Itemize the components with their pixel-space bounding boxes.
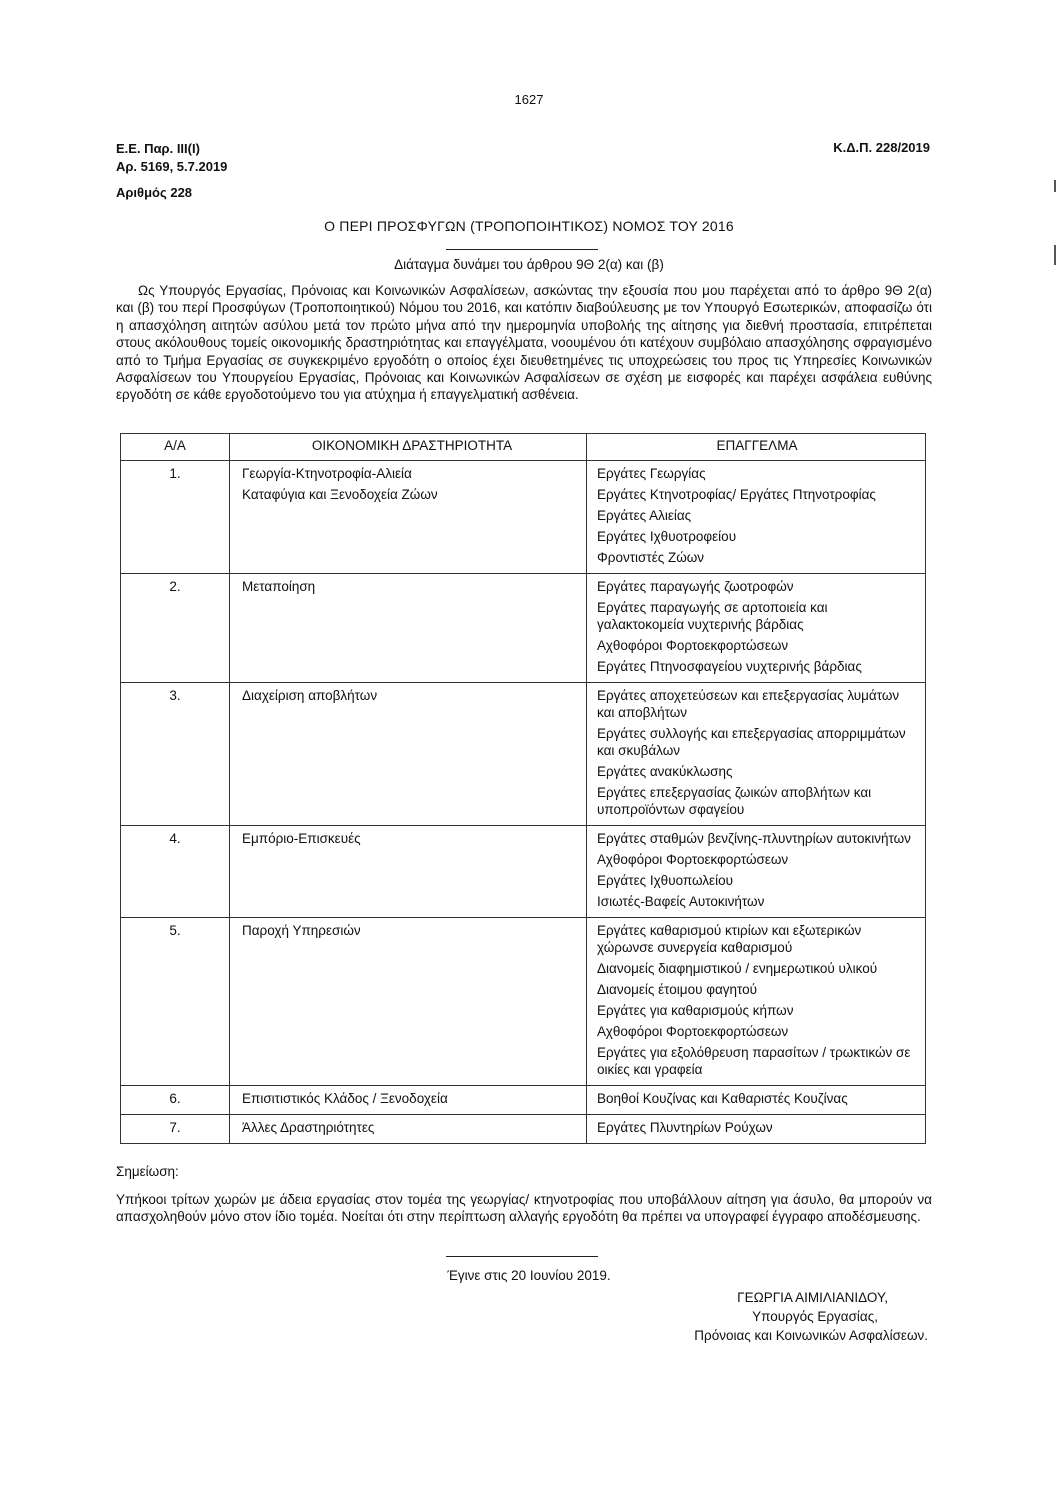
occupation-item: Εργάτες για καθαρισμούς κήπων	[597, 1003, 794, 1018]
table-row	[121, 1086, 926, 1115]
note-title: Σημείωση:	[116, 1164, 179, 1179]
occupation-cell	[587, 683, 926, 826]
occupation-cell	[587, 574, 926, 683]
activity-text: Γεωργία-Κτηνοτροφία-Αλιεία	[242, 466, 412, 481]
row-number: 2.	[121, 574, 230, 683]
column-header-no: Α/Α	[121, 434, 230, 461]
activity-cell	[230, 826, 587, 918]
row-number: 6.	[121, 1086, 230, 1115]
law-title: Ο ΠΕΡΙ ΠΡΟΣΦΥΓΩΝ (ΤΡΟΠΟΠΟΙΗΤΙΚΟΣ) ΝΟΜΟΣ ΤΟΥ 2016	[324, 218, 734, 234]
activity-text: Παροχή Υπηρεσιών	[242, 923, 361, 938]
note-text: Υπήκοοι τρίτων χωρών με άδεια εργασίας στον τομέα της γεωργίας/ κτηνοτροφίας που υποβάλλουν αίτηση για άσυλο, θα μπορούν να απασχοληθούν μόνο στον ίδιο τομέα. Νοείται ότι στην περίπτωση αλλαγής εργοδότη θα πρέπει να υπογραφεί έγγραφο αποδέσμευσης.	[116, 1192, 932, 1225]
table-row	[121, 683, 926, 826]
table-row	[121, 918, 926, 1086]
occupation-item: Εργάτες Αλιείας	[597, 508, 692, 523]
column-header-activity: ΟΙΚΟΝΟΜΙΚΗ ΔΡΑΣΤΗΡΙΟΤΗΤΑ	[230, 434, 587, 461]
table-row	[121, 574, 926, 683]
table-row	[121, 1115, 926, 1144]
gazette-reference: Ε.Ε. Παρ. ΙΙΙ(Ι)	[116, 141, 200, 156]
occupations-table	[120, 433, 926, 1144]
table-row	[121, 461, 926, 574]
occupation-item: Αχθοφόροι Φορτοεκφορτώσεων	[597, 852, 789, 867]
occupation-cell	[587, 1115, 926, 1144]
occupation-item: Εργάτες Πτηνοσφαγείου νυχτερινής βάρδιας	[597, 659, 862, 674]
activity-text: Διαχείριση αποβλήτων	[242, 688, 378, 703]
occupation-item: Εργάτες Γεωργίας	[597, 466, 706, 481]
column-header-occupation: ΕΠΑΓΓΕΛΜΑ	[587, 434, 926, 461]
row-number: 1.	[121, 461, 230, 574]
activity-cell	[230, 683, 587, 826]
activity-cell	[230, 1086, 587, 1115]
occupation-item: Εργάτες παραγωγής σε αρτοποιεία και γαλακτοκομεία νυχτερινής βάρδιας	[597, 600, 828, 632]
table-row	[121, 826, 926, 918]
occupation-item: Εργάτες Ιχθυοτροφείου	[597, 529, 737, 544]
row-number: 5.	[121, 918, 230, 1086]
signature-date: Έγινε στις 20 Ιουνίου 2019.	[447, 1268, 611, 1283]
occupation-cell	[587, 826, 926, 918]
occupation-item: Εργάτες για εξολόθρευση παρασίτων / τρωκτικών σε οικίες και γραφεία	[597, 1045, 911, 1077]
occupation-cell	[587, 918, 926, 1086]
gazette-header	[116, 140, 227, 202]
activity-text: Εμπόριο-Επισκευές	[242, 831, 361, 846]
occupation-item: Φροντιστές Ζώων	[597, 550, 705, 565]
signature-divider	[446, 1256, 598, 1257]
row-number: 4.	[121, 826, 230, 918]
occupation-item: Βοηθοί Κουζίνας και Καθαριστές Κουζίνας	[597, 1091, 848, 1106]
activity-text: Επισιτιστικός Κλάδος / Ξενοδοχεία	[242, 1091, 448, 1106]
gazette-issue: Αρ. 5169, 5.7.2019	[116, 159, 228, 174]
occupation-item: Εργάτες επεξεργασίας ζωικών αποβλήτων και υποπροϊόντων σφαγείου	[597, 785, 872, 817]
row-number: 7.	[121, 1115, 230, 1144]
decree-line: Διάταγμα δυνάμει του άρθρου 9Θ 2(α) και (β)	[394, 257, 664, 272]
table-header-row	[121, 434, 926, 461]
signatory-title-line1: Υπουργός Εργασίας,	[752, 1309, 878, 1324]
activity-cell	[230, 918, 587, 1086]
occupation-item: Εργάτες Πλυντηρίων Ρούχων	[597, 1120, 773, 1135]
title-divider	[446, 249, 598, 250]
row-number: 3.	[121, 683, 230, 826]
occupation-item: Εργάτες Ιχθυοπωλείου	[597, 873, 733, 888]
activity-cell	[230, 1115, 587, 1144]
occupation-cell	[587, 461, 926, 574]
occupation-cell	[587, 1086, 926, 1115]
signatory-name: ΓΕΩΡΓΙΑ ΑΙΜΙΛΙΑΝΙΔΟΥ,	[737, 1290, 888, 1305]
occupation-item: Εργάτες σταθμών βενζίνης-πλυντηρίων αυτοκινήτων	[597, 831, 911, 846]
occupation-item: Εργάτες παραγωγής ζωοτροφών	[597, 579, 794, 594]
occupation-item: Εργάτες Κτηνοτροφίας/ Εργάτες Πτηνοτροφίας	[597, 487, 876, 502]
activity-text: Άλλες Δραστηριότητες	[242, 1120, 375, 1135]
kdp-reference: Κ.Δ.Π. 228/2019	[833, 140, 930, 155]
occupation-item: Διανομείς διαφημιστικού / ενημερωτικού υλικού	[597, 961, 878, 976]
signature-block	[640, 1288, 928, 1345]
occupation-item: Εργάτες ανακύκλωσης	[597, 764, 733, 779]
occupation-item: Αχθοφόροι Φορτοεκφορτώσεων	[597, 1024, 789, 1039]
occupation-item: Διανομείς έτοιμου φαγητού	[597, 982, 758, 997]
decree-number: Αριθμός 228	[116, 185, 193, 200]
occupation-item: Αχθοφόροι Φορτοεκφορτώσεων	[597, 638, 789, 653]
page-number: 1627	[514, 92, 544, 107]
occupation-item: Εργάτες καθαρισμού κτιρίων και εξωτερικών χώρωνσε συνεργεία καθαρισμού	[597, 923, 862, 955]
scan-margin-mark	[1054, 180, 1056, 192]
signatory-title-line2: Πρόνοιας και Κοινωνικών Ασφαλίσεων.	[694, 1328, 928, 1343]
activity-cell	[230, 461, 587, 574]
decree-body: Ως Υπουργός Εργασίας, Πρόνοιας και Κοινωνικών Ασφαλίσεων, ασκώντας την εξουσία που μου παρέχεται από το άρθρο 9Θ 2(α) και (β) του περί Προσφύγων (Τροποποιητικού) Νόμου του 2016, και κατόπιν διαβούλευσης με τον Υπουργό Εσωτερικών, αποφασίζω ότι η απασχόληση αιτητών ασύλου μετά τον πρώτο μήνα από την ημερομηνία υποβολής της αίτησης για διεθνή προστασία, επιτρέπεται στους ακόλουθους τομείς οικονομικής δραστηριότητας και επαγγέλματα, νοουμένου ότι κατέχουν συμβόλαιο απασχόλησης σφραγισμένο από το Τμήμα Εργασίας σε συγκεκριμένο εργοδότη ο οποίος έχει διευθετημένες τις υποχρεώσεις του προς τις Υπηρεσίες Κοινωνικών Ασφαλίσεων του Υπουργείου Εργασίας, Πρόνοιας και Κοινωνικών Ασφαλίσεων σε σχέση με εισφορές και παρέχει ασφάλεια ευθύνης εργοδότη σε κάθε εργοδοτούμενο του για ατύχημα ή επαγγελματική ασθένεια.	[116, 283, 932, 403]
activity-text: Μεταποίηση	[242, 579, 316, 594]
scan-margin-mark	[1054, 245, 1056, 265]
activity-text: Καταφύγια και Ξενοδοχεία Ζώων	[242, 487, 438, 502]
activity-cell	[230, 574, 587, 683]
occupation-item: Εργάτες αποχετεύσεων και επεξεργασίας λυμάτων και αποβλήτων	[597, 688, 900, 720]
occupation-item: Εργάτες συλλογής και επεξεργασίας απορριμμάτων και σκυβάλων	[597, 726, 906, 758]
occupation-item: Ισιωτές-Βαφείς Αυτοκινήτων	[597, 894, 765, 909]
